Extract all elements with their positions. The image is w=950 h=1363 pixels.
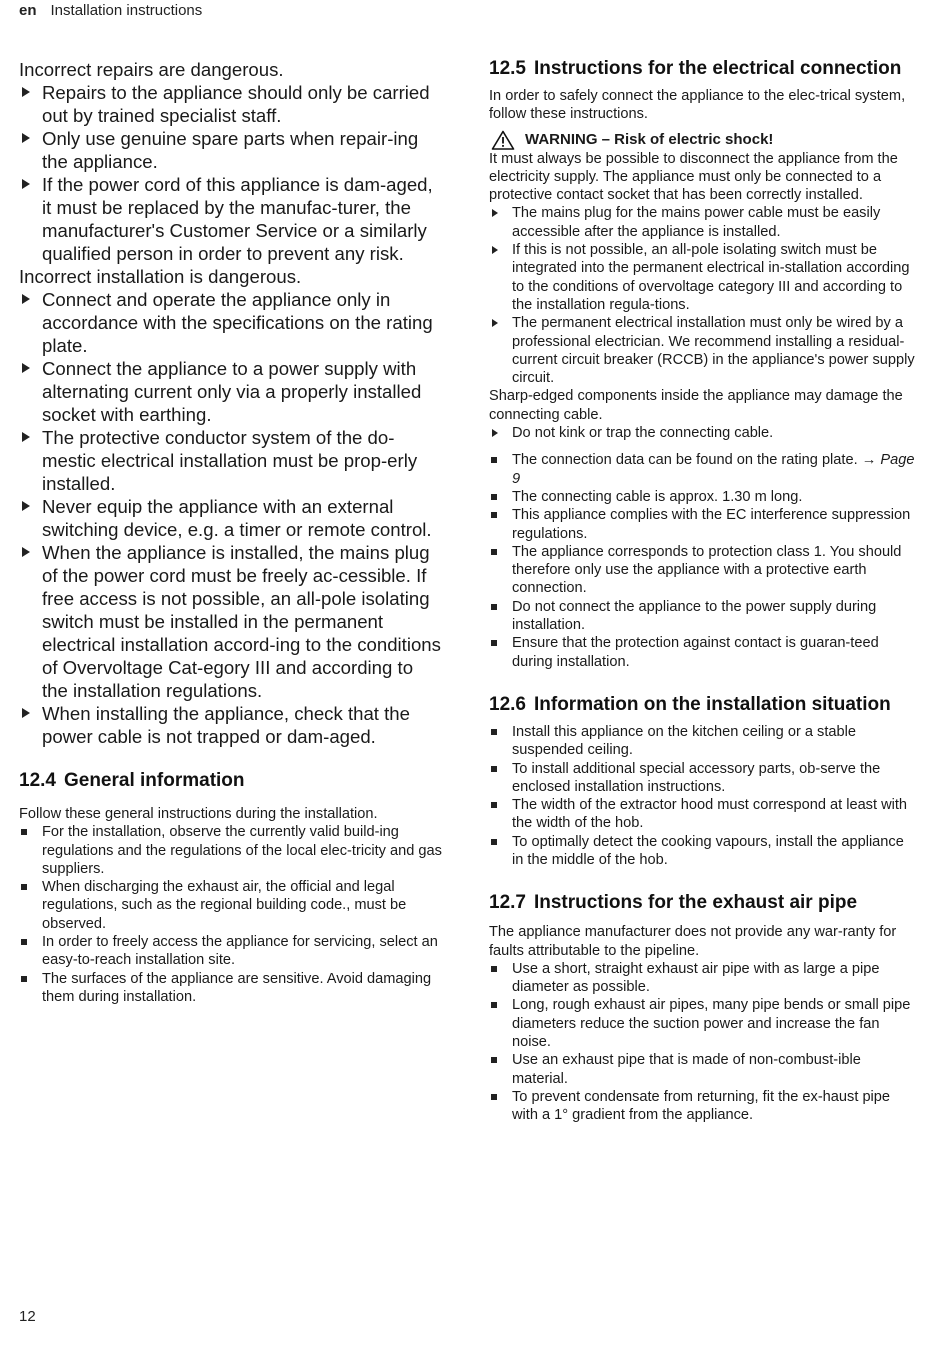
- list-item: To optimally detect the cooking vapours, install the appliance in the middle of the hob.: [489, 833, 917, 870]
- list-item: Only use genuine spare parts when repair-ing the appliance.: [19, 127, 444, 173]
- square-bullet-icon: [491, 1057, 497, 1063]
- install-intro: Incorrect installation is dangerous.: [19, 266, 302, 287]
- list-item: In order to freely access the appliance for servicing, select an easy-to-reach installation site.: [19, 933, 444, 970]
- list-item: The permanent electrical installation must only be wired by a professional electrician. We recommend installing a residual-current circuit breaker (RCCB) in the appliance's power supply circuit.: [489, 314, 917, 387]
- right-column: [489, 58, 917, 1125]
- section-12-7-body: [489, 923, 917, 1124]
- list-item: This appliance complies with the EC interference suppression regulations.: [489, 506, 917, 543]
- section-12-6-body: [489, 723, 917, 869]
- warning-heading: WARNING – Risk of electric shock!: [489, 130, 917, 150]
- left-column: [19, 58, 444, 1006]
- square-bullet-icon: [491, 512, 497, 518]
- list-item: The connecting cable is approx. 1.30 m long.: [489, 488, 917, 506]
- list-item: Never equip the appliance with an external switching device, e.g. a timer or remote control.: [19, 495, 444, 541]
- arrow-bullet-icon: [22, 179, 30, 189]
- language-code: en: [19, 2, 37, 19]
- square-bullet-icon: [491, 640, 497, 646]
- section-intro: The appliance manufacturer does not provide any war-ranty for faults attributable to the pipeline.: [489, 924, 897, 959]
- safety-warnings: [19, 58, 444, 748]
- square-bullet-icon: [491, 494, 497, 500]
- arrow-bullet-icon: [22, 363, 30, 373]
- section-intro: In order to safely connect the appliance to the elec-trical system, follow these instructions.: [489, 88, 906, 123]
- list-item: Connect and operate the appliance only in accordance with the specifications on the rating plate.: [19, 288, 444, 357]
- arrow-bullet-icon: [22, 87, 30, 97]
- list-item: The appliance corresponds to protection class 1. You should therefore only use the appliance with a protective earth connection.: [489, 543, 917, 598]
- list-item: Ensure that the protection against contact is guaran-teed during installation.: [489, 634, 917, 671]
- square-bullet-icon: [491, 802, 497, 808]
- list-item: If this is not possible, an all-pole isolating switch must be integrated into the permanent electrical in-stallation according to the conditions of overvoltage category III and according to the installation regula-tions.: [489, 241, 917, 314]
- arrow-bullet-icon: [492, 246, 498, 254]
- square-bullet-icon: [491, 549, 497, 555]
- square-bullet-icon: [491, 766, 497, 772]
- arrow-bullet-icon: [492, 319, 498, 327]
- section-heading-12-5: 12.5 Instructions for the electrical connection: [489, 58, 902, 79]
- square-bullet-icon: [21, 884, 27, 890]
- list-item: To install additional special accessory parts, ob-serve the enclosed installation instructions.: [489, 760, 917, 797]
- repairs-intro: Incorrect repairs are dangerous.: [19, 59, 284, 80]
- section-heading-12-4: 12.4 General information: [19, 770, 245, 791]
- list-item: Use a short, straight exhaust air pipe with as large a pipe diameter as possible.: [489, 960, 917, 997]
- section-heading-12-7: 12.7 Instructions for the exhaust air pipe: [489, 892, 858, 914]
- list-item: The connection data can be found on the rating plate. → Page 9: [489, 451, 917, 488]
- warning-text: It must always be possible to disconnect the appliance from the electricity supply. The appliance must only be connected to a protective contact socket that has been correctly installed.: [489, 150, 898, 204]
- arrow-bullet-icon: [22, 708, 30, 718]
- list-item: Install this appliance on the kitchen ceiling or a stable suspended ceiling.: [489, 723, 917, 760]
- list-item: Repairs to the appliance should only be carried out by trained specialist staff.: [19, 81, 444, 127]
- list-item: Use an exhaust pipe that is made of non-combust-ible material.: [489, 1051, 917, 1088]
- list-item: Long, rough exhaust air pipes, many pipe bends or small pipe diameters reduce the suction power and increase the fan noise.: [489, 996, 917, 1051]
- arrow-bullet-icon: [22, 133, 30, 143]
- header-title: Installation instructions: [50, 2, 203, 19]
- list-item: The mains plug for the mains power cable must be easily accessible after the appliance is installed.: [489, 204, 917, 241]
- square-bullet-icon: [491, 839, 497, 845]
- arrow-bullet-icon: [22, 294, 30, 304]
- square-bullet-icon: [491, 729, 497, 735]
- arrow-bullet-icon: [22, 432, 30, 442]
- square-bullet-icon: [491, 1094, 497, 1100]
- page-header: [19, 2, 202, 19]
- square-bullet-icon: [21, 829, 27, 835]
- list-item: If the power cord of this appliance is dam-aged, it must be replaced by the manufac-turer, the manufacturer's Customer Service or a similarly qualified person in order to prevent any risk.: [19, 173, 444, 265]
- arrow-bullet-icon: [22, 501, 30, 511]
- arrow-bullet-icon: [492, 209, 498, 217]
- section-heading-12-6: 12.6 Information on the installation situation: [489, 693, 891, 715]
- list-item: When discharging the exhaust air, the official and legal regulations, such as the regional building code., must be observed.: [19, 878, 444, 933]
- page-reference-arrow: →: [861, 452, 877, 469]
- warning-triangle-icon: [491, 130, 515, 156]
- list-item: Do not connect the appliance to the power supply during installation.: [489, 598, 917, 635]
- square-bullet-icon: [491, 966, 497, 972]
- arrow-bullet-icon: [22, 547, 30, 557]
- list-item: Do not kink or trap the connecting cable.: [489, 424, 917, 442]
- list-item: The width of the extractor hood must correspond at least with the width of the hob.: [489, 796, 917, 833]
- square-bullet-icon: [21, 976, 27, 982]
- list-item: For the installation, observe the currently valid build-ing regulations and the regulations of the local elec-tricity and gas suppliers.: [19, 823, 444, 878]
- section-intro: Follow these general instructions during the installation.: [19, 806, 378, 822]
- list-item: The protective conductor system of the do-mestic electrical installation must be prop-erly installed.: [19, 426, 444, 495]
- list-item: When the appliance is installed, the mains plug of the power cord must be freely ac-cessible. If free access is not possible, an all-pole isolating switch must be installed in the permanent electrical installation accord-ing to the conditions of Overvoltage Cat-egory III and according to the installation regulations.: [19, 541, 444, 702]
- page-reference-link[interactable]: Page 9: [512, 452, 915, 487]
- square-bullet-icon: [491, 1002, 497, 1008]
- list-item: The surfaces of the appliance are sensitive. Avoid damaging them during installation.: [19, 970, 444, 1007]
- list-item: Connect the appliance to a power supply with alternating current only via a properly installed socket with earthing.: [19, 357, 444, 426]
- arrow-bullet-icon: [492, 429, 498, 437]
- square-bullet-icon: [21, 939, 27, 945]
- page-number: 12: [19, 1308, 36, 1325]
- list-item: When installing the appliance, check that the power cable is not trapped or dam-aged.: [19, 702, 444, 748]
- list-item: To prevent condensate from returning, fit the ex-haust pipe with a 1° gradient from the appliance.: [489, 1088, 917, 1125]
- square-bullet-icon: [491, 457, 497, 463]
- sharp-edge-text: Sharp-edged components inside the appliance may damage the connecting cable.: [489, 388, 903, 423]
- section-12-5-body: [489, 87, 917, 671]
- square-bullet-icon: [491, 604, 497, 610]
- section-12-4-body: [19, 805, 444, 1006]
